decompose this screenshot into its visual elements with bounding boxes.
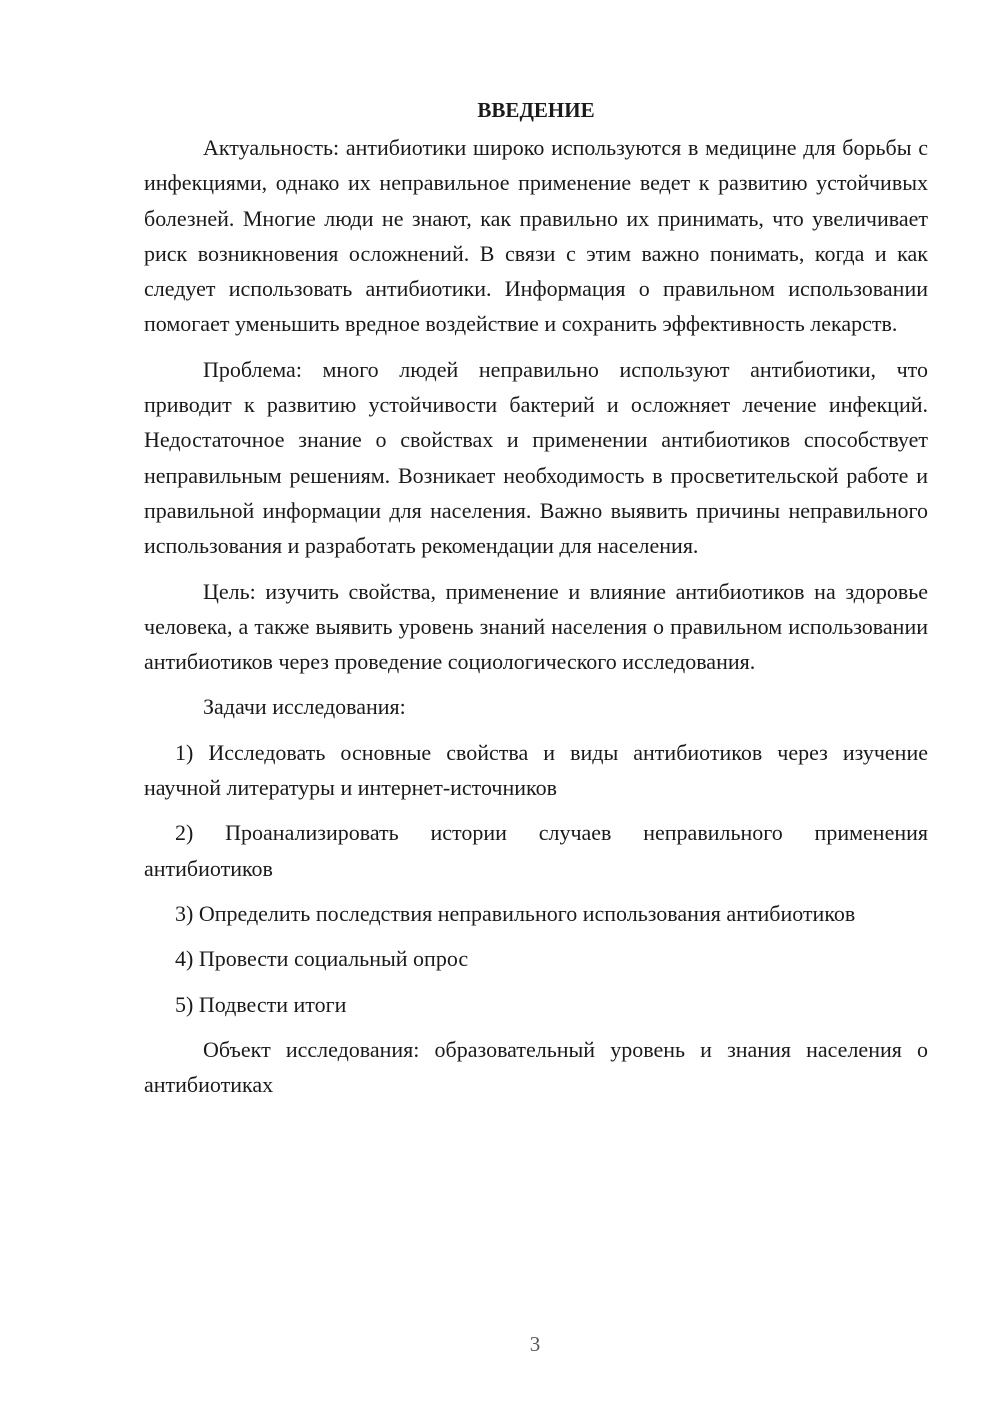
- problem-paragraph: Проблема: много людей неправильно используют антибиотики, что приводит к развитию устойчивости бактерий и осложняет лечение инфекций. Недостаточное знание о свойствах и применении антибиотиков способствует неправильным решениям. Возникает необходимость в просветительской работе и правильной информации для населения. Важно выявить причины неправильного использования и разработать рекомендации для населения.: [144, 356, 928, 559]
- page-title: ВВЕДЕНИЕ: [477, 98, 595, 122]
- object-paragraph: Объект исследования: образовательный уровень и знания населения о антибиотиках: [144, 1036, 928, 1098]
- task-item: 1) Исследовать основные свойства и виды антибиотиков через изучение научной литературы и интернет-источников: [144, 739, 928, 801]
- tasks-heading: Задачи исследования:: [203, 694, 406, 720]
- task-item: 4) Провести социальный опрос: [175, 946, 469, 972]
- task-item: 3) Определить последствия неправильного использования антибиотиков: [175, 900, 856, 926]
- relevance-paragraph: Актуальность: антибиотики широко используются в медицине для борьбы с инфекциями, однако их неправильное применение ведет к развитию устойчивых болезней. Многие люди не знают, как правильно их принимать, что увеличивает риск возникновения осложнений. В связи с этим важно понимать, когда и как следует использовать антибиотики. Информация о правильном использовании помогает уменьшить вредное воздействие и сохранить эффективность лекарств.: [144, 135, 928, 337]
- goal-paragraph: Цель: изучить свойства, применение и влияние антибиотиков на здоровье человека, а также выявить уровень знаний населения о правильном использовании антибиотиков через проведение социологического исследования.: [144, 578, 928, 675]
- page-number: 3: [529, 1332, 541, 1356]
- document-page: [144, 92, 928, 1112]
- task-item: 2) Проанализировать истории случаев неправильного применения антибиотиков: [144, 820, 928, 881]
- task-item: 5) Подвести итоги: [175, 991, 347, 1017]
